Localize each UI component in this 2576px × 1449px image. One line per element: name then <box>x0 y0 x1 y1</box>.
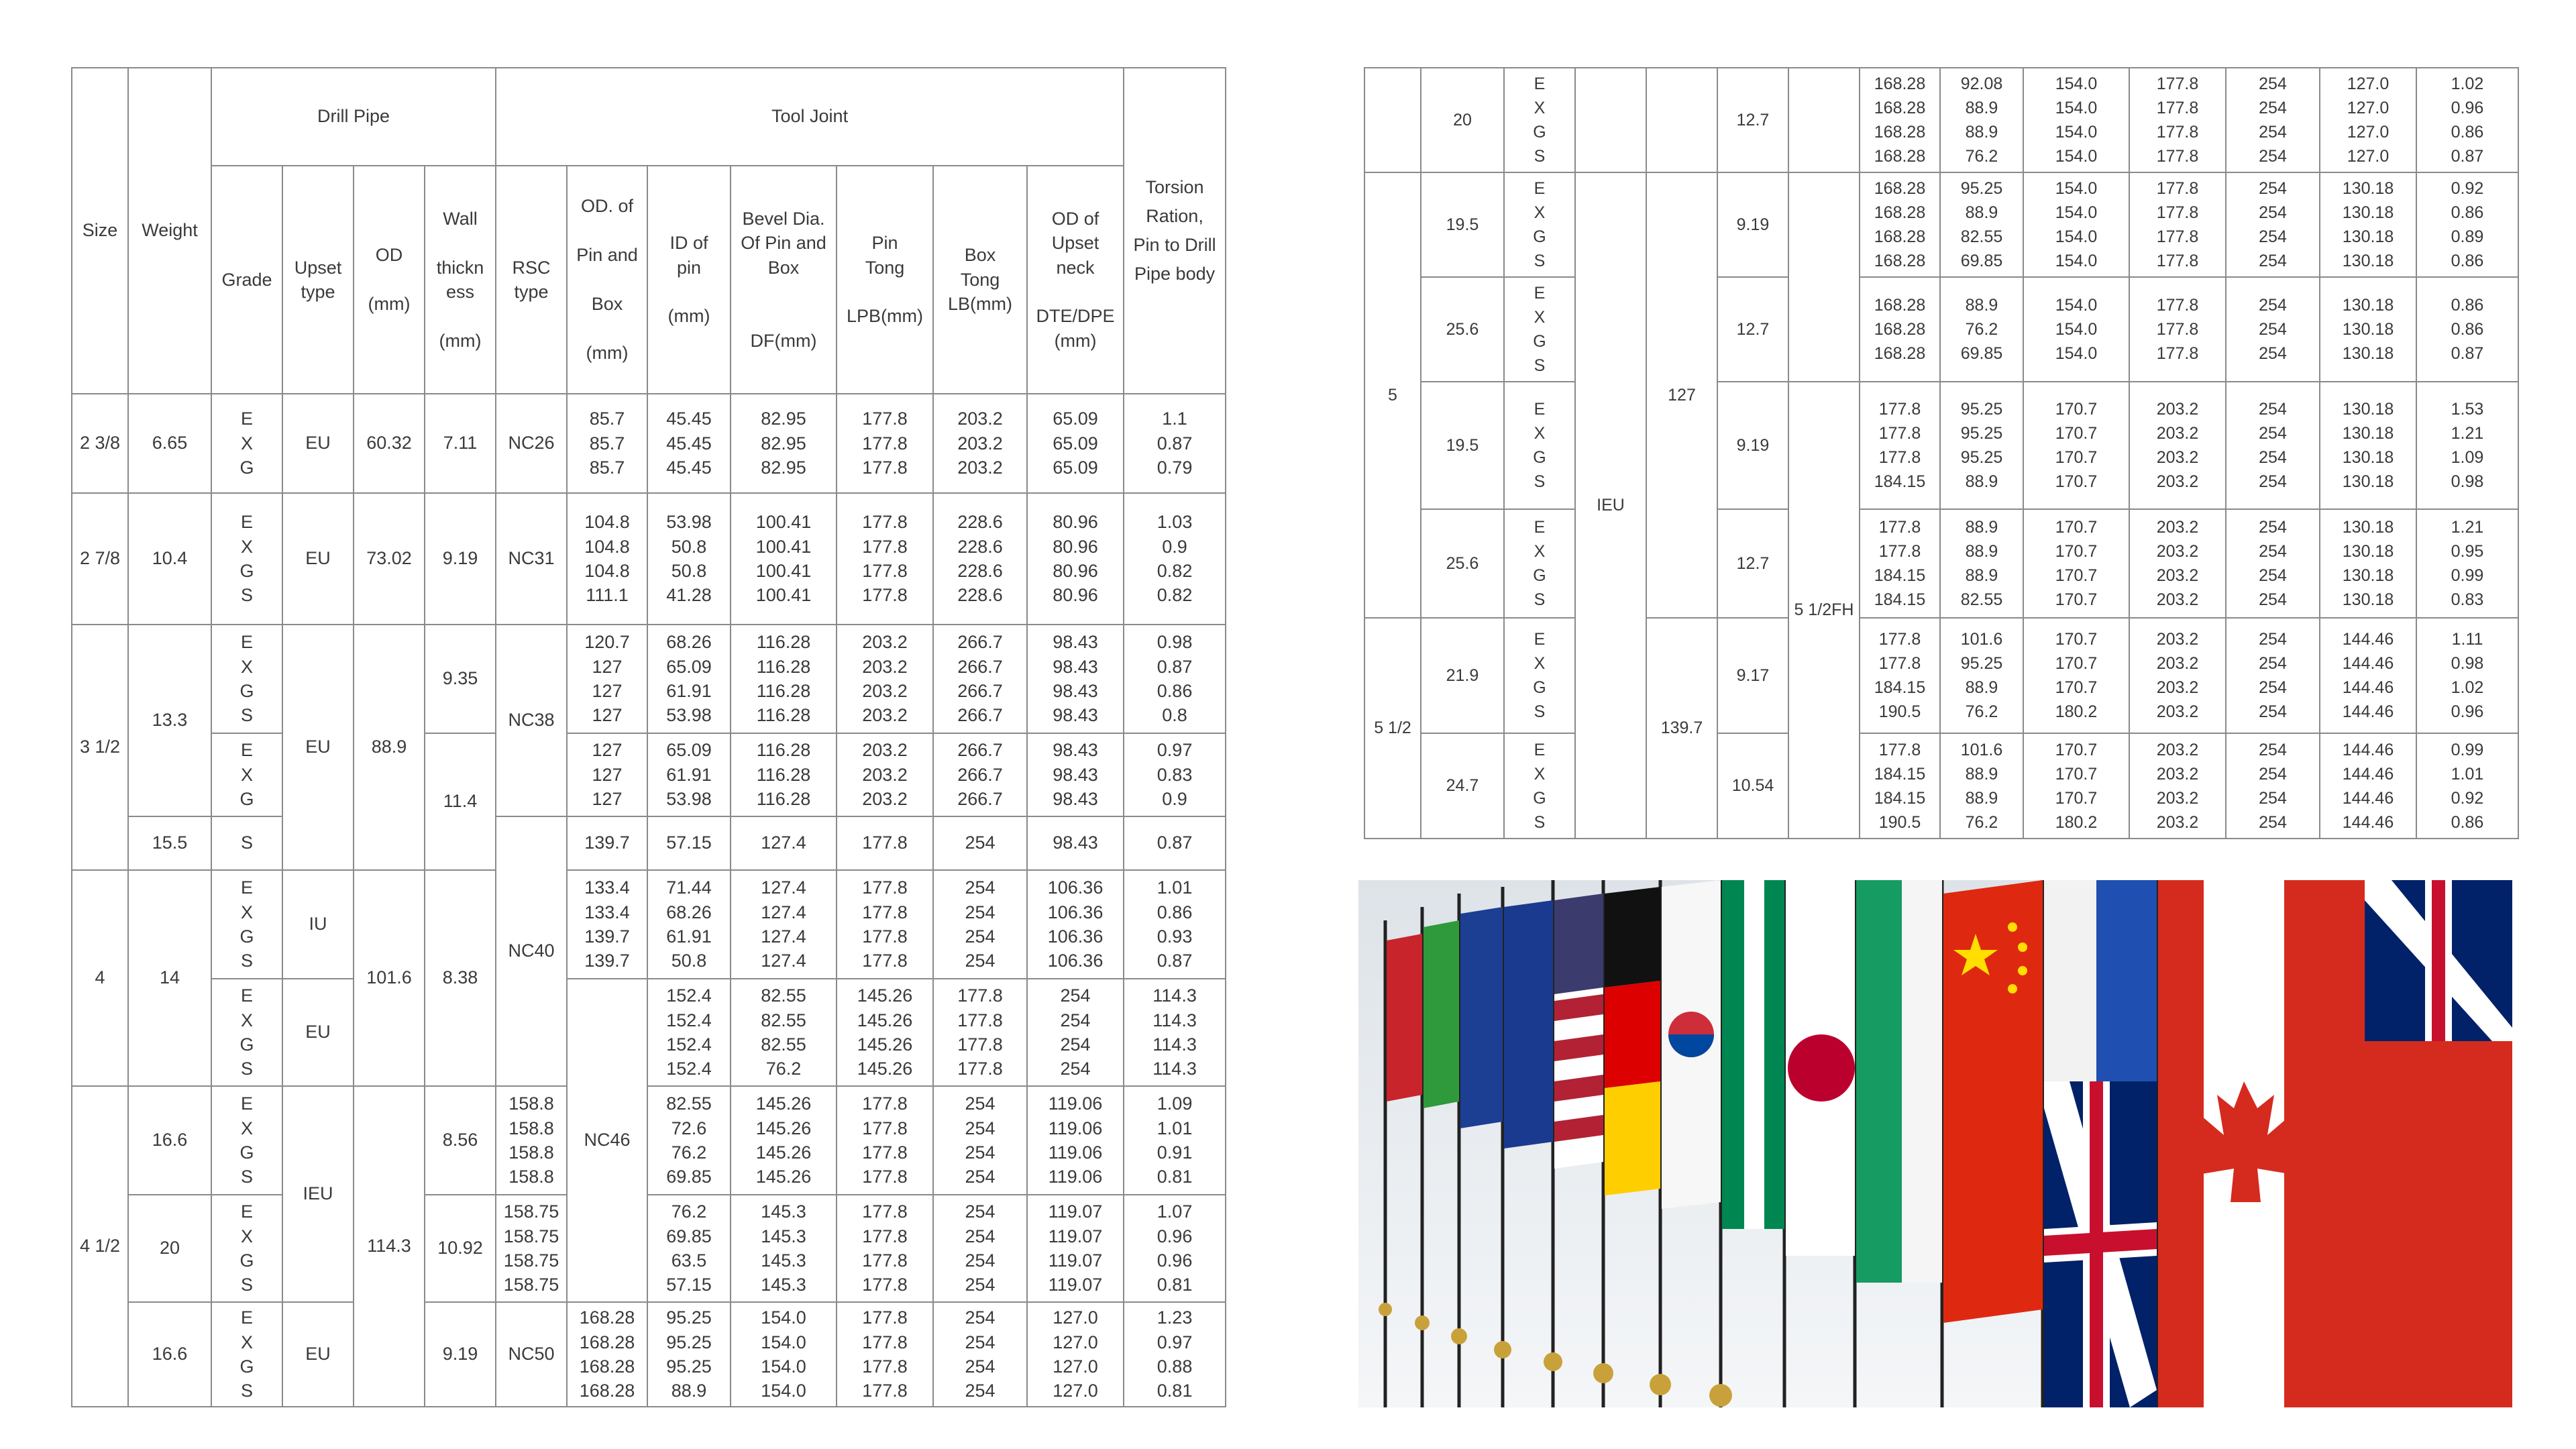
cell-id-pin: 82.55 82.55 82.55 76.2 <box>731 979 837 1086</box>
cell-weight: 20 <box>1421 68 1504 172</box>
cell-weight: 24.7 <box>1421 733 1504 839</box>
table-row <box>72 493 1226 625</box>
header-drill-pipe: Drill Pipe <box>211 68 496 166</box>
cell-upset-type: EU <box>282 625 354 870</box>
cell-od-upset-neck: 98.43 <box>1027 816 1124 870</box>
cell-torsion: 0.86 0.86 0.87 <box>2416 277 2518 382</box>
cell-grade: E X G S <box>211 1086 282 1195</box>
cell-pin-tong: 177.8 <box>837 816 933 870</box>
cell-upset-type: IEU <box>282 1086 354 1302</box>
cell-od-pin-box: 177.8 184.15 184.15 190.5 <box>1860 733 1940 839</box>
flag-australia <box>1460 907 1503 1128</box>
cell-wall: 12.7 <box>1717 509 1788 618</box>
cell-pin-tong: 177.8 177.8 177.8 177.8 <box>837 1302 933 1407</box>
header-size: Size <box>72 68 128 394</box>
cell-od-upset-neck: 144.46 144.46 144.46 144.46 <box>2320 618 2416 733</box>
cell-bevel-dia: 145.3 145.3 145.3 145.3 <box>731 1195 837 1302</box>
cell-grade: E X G S <box>1504 733 1575 839</box>
cell-id-pin: 101.6 95.25 88.9 76.2 <box>1940 618 2023 733</box>
cell-box-tong: 254 254 254 254 <box>2226 509 2320 618</box>
cell-wall: 7.11 <box>425 394 496 493</box>
cell-grade: E X G S <box>1504 68 1575 172</box>
cell-od <box>1646 68 1717 172</box>
header-od: OD (mm) <box>354 166 425 394</box>
cell-box-tong: 266.7 266.7 266.7 266.7 <box>933 625 1027 733</box>
cell-id-pin: 71.44 68.26 61.91 50.8 <box>647 870 731 979</box>
cell-torsion: 1.21 0.95 0.99 0.83 <box>2416 509 2518 618</box>
cell-weight: 13.3 <box>128 625 211 816</box>
flag-germany <box>1605 887 1660 1195</box>
cell-torsion: 1.01 0.86 0.93 0.87 <box>1124 870 1226 979</box>
cell-torsion: 1.1 0.87 0.79 <box>1124 394 1226 493</box>
cell-id-pin: 76.2 69.85 63.5 57.15 <box>647 1195 731 1302</box>
cell-id-pin: 65.09 61.91 53.98 <box>647 733 731 816</box>
header-rsc-type: RSC type <box>496 166 567 394</box>
cell-grade: E X G S <box>1504 509 1575 618</box>
drill-pipe-spec-table-left <box>71 67 1226 1407</box>
cell-wall: 8.38 <box>425 870 496 1086</box>
cell-box-tong: 254 254 254 254 <box>2226 172 2320 277</box>
cell-bevel-dia: 154.0 154.0 154.0 154.0 <box>731 1302 837 1407</box>
cell-rsc-type: 5 1/2FH <box>1788 382 1860 839</box>
cell-id-pin: 57.15 <box>647 816 731 870</box>
flags-illustration <box>1358 880 2512 1407</box>
table-row <box>72 1086 1226 1195</box>
header-od-upset-neck: OD of Upset neck DTE/DPE (mm) <box>1027 166 1124 394</box>
header-torsion: Torsion Ration, Pin to Drill Pipe body <box>1124 68 1226 394</box>
cell-id-pin: 45.45 45.45 45.45 <box>647 394 731 493</box>
cell-od: 101.6 <box>354 870 425 1086</box>
cell-wall: 10.54 <box>1717 733 1788 839</box>
cell-grade: E X G S <box>1504 382 1575 509</box>
cell-id-pin: 101.6 88.9 88.9 76.2 <box>1940 733 2023 839</box>
table-row <box>72 1302 1226 1407</box>
cell-od-pin-box: 168.28 168.28 168.28 168.28 <box>567 1302 647 1407</box>
cell-pin-tong: 177.8 177.8 177.8 177.8 <box>837 1195 933 1302</box>
cell-wall: 9.19 <box>1717 382 1788 509</box>
cell-bevel-dia: 154.0 154.0 154.0 154.0 <box>2023 68 2129 172</box>
cell-weight: 25.6 <box>1421 277 1504 382</box>
cell-od-pin-box: 168.28 168.28 168.28 168.28 <box>1860 172 1940 277</box>
cell-grade: E X G S <box>1504 277 1575 382</box>
cell-box-tong: 254 254 254 254 <box>933 1302 1027 1407</box>
cell-wall: 12.7 <box>1717 68 1788 172</box>
cell-upset-type: IEU <box>1575 172 1646 839</box>
cell-pin-tong: 203.2 203.2 203.2 203.2 <box>2129 733 2226 839</box>
cell-box-tong: 254 254 254 254 <box>933 870 1027 979</box>
table-row <box>1364 733 2518 839</box>
cell-pin-tong: 177.8 177.8 177.8 177.8 <box>2129 172 2226 277</box>
cell-bevel-dia: 145.26 145.26 145.26 145.26 <box>837 979 933 1086</box>
cell-rsc-type-blank <box>1788 172 1860 382</box>
cell-od-pin-box: 152.4 152.4 152.4 152.4 <box>647 979 731 1086</box>
cell-od: 127 <box>1646 172 1717 618</box>
cell-upset-type: EU <box>282 394 354 493</box>
cell-size: 5 1/2 <box>1364 618 1421 839</box>
cell-weight: 14 <box>128 870 211 1086</box>
header-grade: Grade <box>211 166 282 394</box>
cell-rsc-type: NC38 <box>496 625 567 816</box>
cell-box-tong: 228.6 228.6 228.6 228.6 <box>933 493 1027 625</box>
cell-pin-tong: 203.2 203.2 203.2 203.2 <box>2129 382 2226 509</box>
table-row <box>72 733 1226 816</box>
cell-upset-type: IU <box>282 870 354 979</box>
cell-torsion: 1.07 0.96 0.96 0.81 <box>1124 1195 1226 1302</box>
cell-grade: S <box>211 816 282 870</box>
cell-wall: 9.35 <box>425 625 496 733</box>
cell-od-pin-box: 120.7 127 127 127 <box>567 625 647 733</box>
cell-od: 60.32 <box>354 394 425 493</box>
cell-od-upset-neck: 98.43 98.43 98.43 <box>1027 733 1124 816</box>
cell-bevel-dia: 100.41 100.41 100.41 100.41 <box>731 493 837 625</box>
cell-od-upset-neck: 130.18 130.18 130.18 130.18 <box>2320 172 2416 277</box>
flag-united-kingdom <box>2044 1075 2157 1407</box>
cell-bevel-dia: 154.0 154.0 154.0 154.0 <box>2023 172 2129 277</box>
cell-size <box>1364 68 1421 172</box>
cell-bevel-dia: 145.26 145.26 145.26 145.26 <box>731 1086 837 1195</box>
cell-rsc-type: NC50 <box>496 1302 567 1407</box>
cell-od-upset-neck: 130.18 130.18 130.18 130.18 <box>2320 382 2416 509</box>
cell-id-pin: 92.08 88.9 88.9 76.2 <box>1940 68 2023 172</box>
cell-od-upset-neck: 144.46 144.46 144.46 144.46 <box>2320 733 2416 839</box>
drill-pipe-spec-table-right <box>1364 67 2519 839</box>
cell-od-upset-neck: 98.43 98.43 98.43 98.43 <box>1027 625 1124 733</box>
table-row <box>72 394 1226 493</box>
cell-rsc-type <box>1788 68 1860 172</box>
cell-id-pin: 53.98 50.8 50.8 41.28 <box>647 493 731 625</box>
cell-bevel-dia: 170.7 170.7 170.7 180.2 <box>2023 733 2129 839</box>
cell-box-tong: 254 254 254 <box>2226 277 2320 382</box>
header-wall-thickness: Wall thickn ess (mm) <box>425 166 496 394</box>
cell-box-tong: 254 <box>933 816 1027 870</box>
header-upset-type: Upset type <box>282 166 354 394</box>
cell-id-pin: 95.25 95.25 95.25 88.9 <box>1940 382 2023 509</box>
cell-weight: 25.6 <box>1421 509 1504 618</box>
cell-od: 114.3 <box>354 1086 425 1407</box>
cell-upset-type <box>1575 68 1646 172</box>
cell-id-pin: 88.9 88.9 88.9 82.55 <box>1940 509 2023 618</box>
cell-od-pin-box: 133.4 133.4 139.7 139.7 <box>567 870 647 979</box>
header-od-pin-box: OD. of Pin and Box (mm) <box>567 166 647 394</box>
table-row <box>1364 382 2518 509</box>
cell-od-upset-neck: 80.96 80.96 80.96 80.96 <box>1027 493 1124 625</box>
cell-od-pin-box: 158.75 158.75 158.75 158.75 <box>496 1195 567 1302</box>
cell-size: 3 1/2 <box>72 625 128 870</box>
cell-torsion: 0.99 1.01 0.92 0.86 <box>2416 733 2518 839</box>
cell-grade: E X G S <box>211 1302 282 1407</box>
cell-id-pin: 95.25 95.25 95.25 88.9 <box>647 1302 731 1407</box>
cell-size: 2 7/8 <box>72 493 128 625</box>
table-row <box>72 1195 1226 1302</box>
cell-rsc-type: NC31 <box>496 493 567 625</box>
header-row <box>72 166 1226 394</box>
cell-od-upset-neck: 127.0 127.0 127.0 127.0 <box>1027 1302 1124 1407</box>
cell-bevel-dia: 170.7 170.7 170.7 170.7 <box>2023 382 2129 509</box>
header-weight: Weight <box>128 68 211 394</box>
cell-weight: 15.5 <box>128 816 211 870</box>
cell-weight: 10.4 <box>128 493 211 625</box>
cell-box-tong: 254 254 254 254 <box>2226 618 2320 733</box>
cell-grade: E X G S <box>1504 172 1575 277</box>
cell-box-tong: 254 254 254 254 <box>933 1086 1027 1195</box>
cell-upset-type: EU <box>282 979 354 1086</box>
cell-od-upset-neck: 119.06 119.06 119.06 119.06 <box>1027 1086 1124 1195</box>
table-row <box>1364 68 2518 172</box>
cell-torsion: 1.03 0.9 0.82 0.82 <box>1124 493 1226 625</box>
flag-south-korea <box>1662 880 1721 1209</box>
cell-torsion: 0.92 0.86 0.89 0.86 <box>2416 172 2518 277</box>
header-box-tong: Box Tong LB(mm) <box>933 166 1027 394</box>
cell-weight: 19.5 <box>1421 172 1504 277</box>
cell-grade: E X G S <box>211 1195 282 1302</box>
cell-wall: 11.4 <box>425 733 496 870</box>
cell-od: 88.9 <box>354 625 425 870</box>
cell-od-pin-box: 85.7 85.7 85.7 <box>567 394 647 493</box>
cell-od-pin-box: 177.8 177.8 184.15 184.15 <box>1860 509 1940 618</box>
cell-bevel-dia: 127.4 127.4 127.4 127.4 <box>731 870 837 979</box>
flag-united-states <box>1554 894 1603 1169</box>
cell-bevel-dia: 82.95 82.95 82.95 <box>731 394 837 493</box>
cell-grade: E X G S <box>211 979 282 1086</box>
cell-od: 73.02 <box>354 493 425 625</box>
cell-grade: E X G S <box>211 870 282 979</box>
cell-od-upset-neck: 65.09 65.09 65.09 <box>1027 394 1124 493</box>
cell-bevel-dia: 116.28 116.28 116.28 <box>731 733 837 816</box>
cell-od-pin-box: 158.8 158.8 158.8 158.8 <box>496 1086 567 1195</box>
cell-od-pin-box: 177.8 177.8 177.8 184.15 <box>1860 382 1940 509</box>
flag-japan <box>1786 880 1855 1256</box>
cell-grade: E X G S <box>211 493 282 625</box>
cell-wall: 9.19 <box>425 1302 496 1407</box>
cell-torsion: 1.11 0.98 1.02 0.96 <box>2416 618 2518 733</box>
cell-pin-tong: 177.8 177.8 177.8 177.8 <box>933 979 1027 1086</box>
cell-pin-tong: 177.8 177.8 177.8 177.8 <box>837 870 933 979</box>
cell-size: 5 <box>1364 172 1421 618</box>
cell-pin-tong: 177.8 177.8 177.8 <box>2129 277 2226 382</box>
table-row <box>72 816 1226 870</box>
cell-od-pin-box: 104.8 104.8 104.8 111.1 <box>567 493 647 625</box>
cell-grade: E X G S <box>1504 618 1575 733</box>
table-row <box>72 625 1226 733</box>
header-row <box>72 68 1226 166</box>
cell-id-pin: 68.26 65.09 61.91 53.98 <box>647 625 731 733</box>
flag-nigeria <box>1722 880 1784 1229</box>
flag-red <box>1387 934 1422 1102</box>
cell-od-upset-neck: 130.18 130.18 130.18 <box>2320 277 2416 382</box>
cell-pin-tong: 203.2 203.2 203.2 203.2 <box>2129 509 2226 618</box>
cell-upset-type: EU <box>282 1302 354 1407</box>
cell-od-pin-box: 168.28 168.28 168.28 168.28 <box>1860 68 1940 172</box>
header-id-pin: ID of pin (mm) <box>647 166 731 394</box>
table-row <box>1364 172 2518 277</box>
cell-rsc-type: NC46 <box>567 979 647 1302</box>
cell-grade: E X G S <box>211 625 282 733</box>
cell-bevel-dia: 154.0 154.0 154.0 <box>2023 277 2129 382</box>
cell-pin-tong: 177.8 177.8 177.8 177.8 <box>837 493 933 625</box>
cell-size: 4 1/2 <box>72 1086 128 1407</box>
cell-od-upset-neck: 127.0 127.0 127.0 127.0 <box>2320 68 2416 172</box>
table-row <box>72 979 1226 1086</box>
cell-od-upset-neck: 119.07 119.07 119.07 119.07 <box>1027 1195 1124 1302</box>
cell-wall: 12.7 <box>1717 277 1788 382</box>
cell-torsion: 0.87 <box>1124 816 1226 870</box>
cell-pin-tong: 203.2 203.2 203.2 <box>837 733 933 816</box>
cell-box-tong: 254 254 254 254 <box>2226 68 2320 172</box>
flag-new-zealand <box>1504 900 1553 1148</box>
flag-ireland <box>1856 880 1942 1283</box>
cell-pin-tong: 177.8 177.8 177.8 177.8 <box>837 1086 933 1195</box>
cell-weight: 16.6 <box>128 1302 211 1407</box>
cell-size: 2 3/8 <box>72 394 128 493</box>
cell-wall: 9.19 <box>425 493 496 625</box>
cell-box-tong: 254 254 254 254 <box>2226 382 2320 509</box>
flag-france <box>2044 880 2157 1081</box>
cell-rsc-type: NC40 <box>496 816 567 1086</box>
cell-weight: 6.65 <box>128 394 211 493</box>
cell-od-pin-box: 139.7 <box>567 816 647 870</box>
cell-wall: 8.56 <box>425 1086 496 1195</box>
cell-od-upset-neck: 130.18 130.18 130.18 130.18 <box>2320 509 2416 618</box>
cell-pin-tong: 203.2 203.2 203.2 203.2 <box>837 625 933 733</box>
cell-box-tong: 266.7 266.7 266.7 <box>933 733 1027 816</box>
cell-torsion: 1.53 1.21 1.09 0.98 <box>2416 382 2518 509</box>
cell-od: 139.7 <box>1646 618 1717 839</box>
cell-od-upset-neck: 114.3 114.3 114.3 114.3 <box>1124 979 1226 1086</box>
cell-wall: 9.17 <box>1717 618 1788 733</box>
cell-weight: 20 <box>128 1195 211 1302</box>
cell-od-pin-box: 168.28 168.28 168.28 <box>1860 277 1940 382</box>
cell-size: 4 <box>72 870 128 1086</box>
cell-upset-type: EU <box>282 493 354 625</box>
cell-od-pin-box: 177.8 177.8 184.15 190.5 <box>1860 618 1940 733</box>
cell-grade: E X G <box>211 733 282 816</box>
cell-weight: 16.6 <box>128 1086 211 1195</box>
cell-torsion: 1.09 1.01 0.91 0.81 <box>1124 1086 1226 1195</box>
cell-grade: E X G <box>211 394 282 493</box>
header-bevel-dia: Bevel Dia. Of Pin and Box DF(mm) <box>731 166 837 394</box>
cell-torsion: 0.97 0.83 0.9 <box>1124 733 1226 816</box>
header-tool-joint: Tool Joint <box>496 68 1124 166</box>
cell-od-pin-box: 127 127 127 <box>567 733 647 816</box>
flag-uk-right <box>2365 880 2512 1041</box>
cell-box-tong: 203.2 203.2 203.2 <box>933 394 1027 493</box>
cell-box-tong: 254 254 254 254 <box>2226 733 2320 839</box>
cell-pin-tong: 203.2 203.2 203.2 203.2 <box>2129 618 2226 733</box>
cell-weight: 19.5 <box>1421 382 1504 509</box>
international-flags-photo <box>1358 880 2512 1407</box>
cell-pin-tong: 177.8 177.8 177.8 <box>837 394 933 493</box>
cell-torsion: 1.02 0.96 0.86 0.87 <box>2416 68 2518 172</box>
cell-bevel-dia: 170.7 170.7 170.7 180.2 <box>2023 618 2129 733</box>
flag-green <box>1424 920 1459 1108</box>
table-row <box>72 870 1226 979</box>
cell-box-tong: 254 254 254 254 <box>1027 979 1124 1086</box>
table-row <box>1364 277 2518 382</box>
cell-rsc-type: NC26 <box>496 394 567 493</box>
cell-torsion: 0.98 0.87 0.86 0.8 <box>1124 625 1226 733</box>
flag-china <box>1943 880 2043 1323</box>
table-row <box>1364 509 2518 618</box>
cell-bevel-dia: 116.28 116.28 116.28 116.28 <box>731 625 837 733</box>
cell-torsion: 1.23 0.97 0.88 0.81 <box>1124 1302 1226 1407</box>
cell-wall: 10.92 <box>425 1195 496 1302</box>
cell-id-pin: 95.25 88.9 82.55 69.85 <box>1940 172 2023 277</box>
cell-id-pin: 88.9 76.2 69.85 <box>1940 277 2023 382</box>
cell-bevel-dia: 127.4 <box>731 816 837 870</box>
cell-bevel-dia: 170.7 170.7 170.7 170.7 <box>2023 509 2129 618</box>
cell-wall: 9.19 <box>1717 172 1788 277</box>
cell-weight: 21.9 <box>1421 618 1504 733</box>
table-row <box>1364 618 2518 733</box>
header-pin-tong: Pin Tong LPB(mm) <box>837 166 933 394</box>
cell-box-tong: 254 254 254 254 <box>933 1195 1027 1302</box>
cell-pin-tong: 177.8 177.8 177.8 177.8 <box>2129 68 2226 172</box>
cell-od-upset-neck: 106.36 106.36 106.36 106.36 <box>1027 870 1124 979</box>
cell-id-pin: 82.55 72.6 76.2 69.85 <box>647 1086 731 1195</box>
